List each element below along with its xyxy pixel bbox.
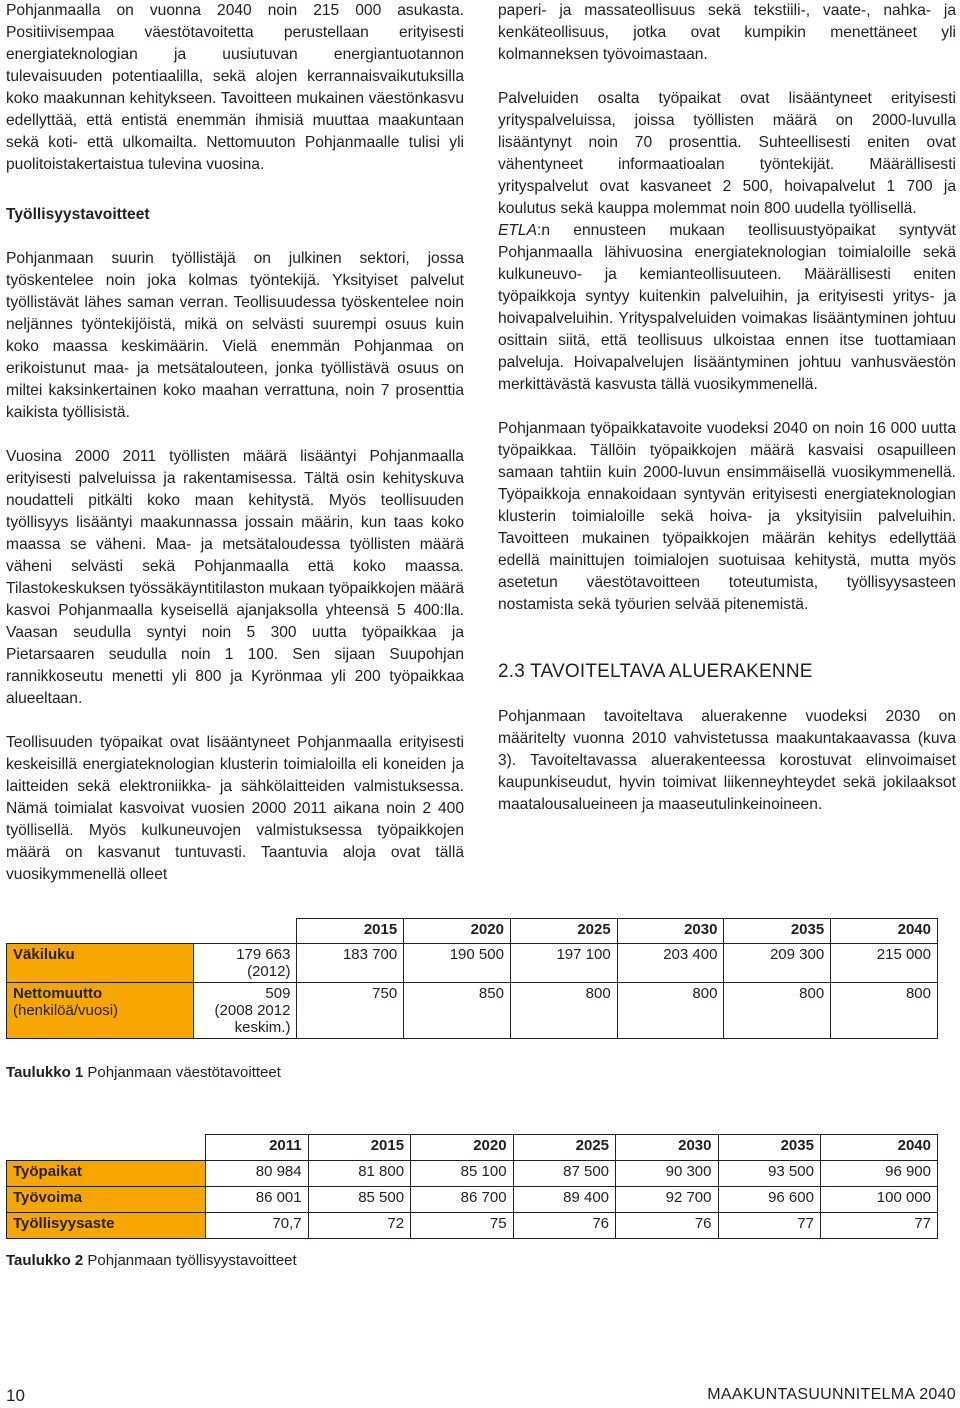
table-cell: 92 700 — [616, 1187, 718, 1213]
table-cell: 85 100 — [411, 1161, 513, 1187]
table-cell: 215 000 — [831, 944, 938, 983]
table-cell: 850 — [404, 983, 511, 1039]
table-row — [7, 1213, 938, 1239]
table-cell: 86 001 — [206, 1187, 308, 1213]
table-cell: 96 600 — [718, 1187, 820, 1213]
year-header: 2035 — [724, 919, 831, 944]
table-cell: 100 000 — [820, 1187, 937, 1213]
row-label: Työvoima — [7, 1187, 206, 1213]
row-label: Työpaikat — [7, 1161, 206, 1187]
table-cell: 203 400 — [617, 944, 724, 983]
employment-paragraph-1: Pohjanmaan suurin työllistäjä on julkinen sektori, jossa työskentelee noin joka kolmas työntekijä. Yksityiset palvelut työllistävät lähes saman verran. Teollisuudessa työskentelee noin neljännes työntekijöistä, mikä on selvästi suurempi osuus kuin koko maassa keskimäärin. Vielä enemmän Pohjanmaa on erikoistunut maa- ja metsätalouteen, jonka työllistävä osuus on miltei kaksinkertainen koko maahan verrattuna, noin 7 prosenttia kaikista työllisistä. — [6, 250, 464, 421]
caption-text: Pohjanmaan väestötavoitteet — [83, 1064, 281, 1081]
base-note: (2012) — [247, 963, 291, 980]
table-cell: 183 700 — [297, 944, 404, 983]
table-cell: 750 — [297, 983, 404, 1039]
table-row — [7, 944, 938, 983]
right-paragraph-1: paperi- ja massateollisuus sekä tekstiili-, vaate-, nahka- ja kenkäteollisuus, jotka ovat kumpikin menettäneet yli kolmanneksen työvoimastaan. — [498, 2, 956, 63]
row-label: Työllisyysaste — [7, 1213, 206, 1239]
document-title: MAAKUNTASUUNNITELMA 2040 — [707, 1386, 956, 1403]
year-header: 2030 — [616, 1135, 718, 1161]
right-column — [498, 0, 956, 816]
year-header: 2015 — [297, 919, 404, 944]
year-header: 2040 — [820, 1135, 937, 1161]
year-header: 2020 — [404, 919, 511, 944]
year-header: 2025 — [510, 919, 617, 944]
table-cell: 93 500 — [718, 1161, 820, 1187]
table-cell: 800 — [724, 983, 831, 1039]
table-cell: 80 984 — [206, 1161, 308, 1187]
table-cell: 70,7 — [206, 1213, 308, 1239]
table-cell: 90 300 — [616, 1161, 718, 1187]
table-cell: 77 — [718, 1213, 820, 1239]
row-sublabel: (henkilöä/vuosi) — [13, 1002, 119, 1019]
table-header-row — [7, 1135, 938, 1161]
employment-paragraph-3: Teollisuuden työpaikat ovat lisääntyneet Pohjanmaalla erityisesti keskeisillä energiateknologian klusterin toimialoilla eli koneiden ja laitteiden sekä elektroniikka- ja sähkölaitteiden valmistuksessa. Nämä toimialat kasvoivat vuosien 2000 2011 aikana noin 2 400 työllisellä. Myös kulkuneuvojen valmistuksessa työpaikkojen määrä on kasvanut tuntuvasti. Taantuvia aloja ovat tällä vuosikymmenellä olleet — [6, 734, 464, 883]
etla-text: :n ennusteen mukaan teollisuustyöpaikat syntyvät Pohjanmaalla lähivuosina energiateknologian toimialoille sekä kulkuneuvo- ja kemianteollisuuteen. Määrällisesti eniten työpaikkoja syntyy kuitenkin palveluihin, ja erityisesti yritys- ja hoivapalveluihin. Yrityspalveluiden voimakas lisääntyminen johtuu osittain siitä, että teollisuus ulkoistaa ennen itse tuottamiaan palveluja. Hoivapalvelujen lisääntyminen johtuu vanhusväestön merkittävästä kasvusta tällä vuosikymmenellä. — [498, 222, 956, 393]
right-paragraph-etla — [498, 220, 956, 396]
caption-text: Pohjanmaan työllisyystavoitteet — [83, 1252, 297, 1269]
row-label-text: Väkiluku — [13, 946, 75, 963]
table-cell: 96 900 — [820, 1161, 937, 1187]
table-cell: 72 — [308, 1213, 410, 1239]
table-corner — [7, 919, 194, 944]
year-header: 2011 — [206, 1135, 308, 1161]
base-value-cell — [194, 944, 297, 983]
caption-label: Taulukko 1 — [6, 1064, 84, 1081]
table-cell: 197 100 — [510, 944, 617, 983]
table-row — [7, 983, 938, 1039]
table-cell: 800 — [831, 983, 938, 1039]
table-cell: 86 700 — [411, 1187, 513, 1213]
section-heading-structure: 2.3 TAVOITELTAVA ALUERAKENNE — [498, 661, 813, 682]
right-paragraph-structure: Pohjanmaan tavoiteltava aluerakenne vuodeksi 2030 on määritelty vuonna 2010 vahvistetussa maakuntakaavassa (kuva 3). Tavoiteltavassa aluerakenteessa korostuvat elinvoimaiset kaupunkiseudut, hyvin toimivat liikenneyhteydet sekä jokilaaksot maatalousalueineen ja maaseutulinkeinoineen. — [498, 708, 956, 813]
etla-abbreviation: ETLA — [498, 222, 537, 239]
year-header: 2035 — [718, 1135, 820, 1161]
table-cell: 190 500 — [404, 944, 511, 983]
right-paragraph-target: Pohjanmaan työpaikkatavoite vuodeksi 2040 on noin 16 000 uutta työpaikkaa. Tällöin työpaikkojen määrä kasvaisi osapuilleen samaan tahtiin kuin 2000-luvun ensimmäisellä vuosikymmenellä. Työpaikkoja ennakoidaan syntyvän erityisesti energiateknologian klusterin toimialoille sekä hoiva- ja yksityisiin palveluihin. Tavoitteen mukainen työpaikkojen määrän kehitys edellyttää edellä mainittujen toimialojen suotuisaa kehitystä, mutta myös asetetun väestötavoitteen toteutumista, työllisyysasteen nostamista sekä työurien selvää pitenemistä. — [498, 420, 956, 613]
right-paragraph-2: Palveluiden osalta työpaikat ovat lisääntyneet erityisesti yrityspalveluissa, joissa työllisten määrä on 2000-luvulla lisääntynyt noin 70 prosenttia. Suhteellisesti eniten ovat vähentyneet informaatioalan työntekijät. Määrällisesti yrityspalvelut ovat kasvaneet 2 500, hoivapalvelut 1 700 ja koulutus sekä kauppa molemmat noin 800 uudella työllisellä. — [498, 90, 956, 217]
table-row — [7, 1187, 938, 1213]
row-label-text: Nettomuutto — [13, 985, 103, 1002]
table-header-row — [7, 919, 938, 944]
table-cell: 76 — [616, 1213, 718, 1239]
table2-caption — [6, 1252, 297, 1269]
table-cell: 76 — [513, 1213, 615, 1239]
year-header: 2020 — [411, 1135, 513, 1161]
table1-caption — [6, 1064, 281, 1081]
row-label — [7, 944, 194, 983]
table-cell: 77 — [820, 1213, 937, 1239]
year-header: 2040 — [831, 919, 938, 944]
base-value-cell — [194, 983, 297, 1039]
table-corner — [194, 919, 297, 944]
table-cell: 81 800 — [308, 1161, 410, 1187]
year-header: 2015 — [308, 1135, 410, 1161]
employment-targets-table — [6, 1134, 938, 1239]
left-column — [6, 0, 464, 886]
table-cell: 800 — [617, 983, 724, 1039]
year-header: 2030 — [617, 919, 724, 944]
table-cell: 800 — [510, 983, 617, 1039]
table-row — [7, 1161, 938, 1187]
employment-paragraph-2: Vuosina 2000 2011 työllisten määrä lisääntyi Pohjanmaalla erityisesti palveluissa ja rakentamisessa. Tältä osin kehityskuva noudatteli pitkälti koko maan kehitystä. Myös teollisuuden työllisyys lisääntyi maakunnassa jossain määrin, kun taas koko maassa se väheni. Maa- ja metsätaloudessa työllisten määrä väheni selvästi sekä Pohjanmaalla että koko maassa. Tilastokeskuksen työssäkäyntitilaston mukaan työpaikkojen määrä kasvoi Pohjanmaalla kyseisellä ajanjaksolla yhteensä 5 400:lla. Vaasan seudulla syntyi noin 5 300 uutta työpaikkaa ja Pietarsaaren seudulla noin 1 100. Sen sijaan Suupohjan rannikkoseutu menetti yli 800 ja Kyrönmaa yli 200 työpaikkaa alueeltaan. — [6, 448, 464, 707]
intro-paragraph: Pohjanmaalla on vuonna 2040 noin 215 000 asukasta. Positiivisempaa väestötavoitetta perustellaan erityisesti energiateknologian ja uusiutuvan energiantuotannon tulevaisuuden potentiaalilla, sekä alojen kerrannaisvaikutuksilla koko maakunnan kehitykseen. Tavoitteen mukainen väestönkasvu edellyttää, että entistä enemmän ihmisiä muuttaa maakuntaan sekä koti- että ulkomailta. Nettomuuton Pohjanmaalle tulisi yli puolitoistakertaistua tulevina vuosina. — [6, 2, 464, 173]
page-number: 10 — [6, 1386, 25, 1405]
table-cell: 87 500 — [513, 1161, 615, 1187]
base-value: 179 663 — [236, 946, 291, 963]
caption-label: Taulukko 2 — [6, 1252, 84, 1269]
table-cell: 209 300 — [724, 944, 831, 983]
base-note: (2008 2012 keskim.) — [214, 1002, 291, 1036]
table-corner — [7, 1135, 206, 1161]
base-value: 509 — [265, 985, 291, 1002]
table-cell: 89 400 — [513, 1187, 615, 1213]
table-cell: 85 500 — [308, 1187, 410, 1213]
section-heading-employment: Työllisyystavoitteet — [6, 206, 150, 223]
table-cell: 75 — [411, 1213, 513, 1239]
row-label — [7, 983, 194, 1039]
population-targets-table — [6, 918, 938, 1039]
year-header: 2025 — [513, 1135, 615, 1161]
